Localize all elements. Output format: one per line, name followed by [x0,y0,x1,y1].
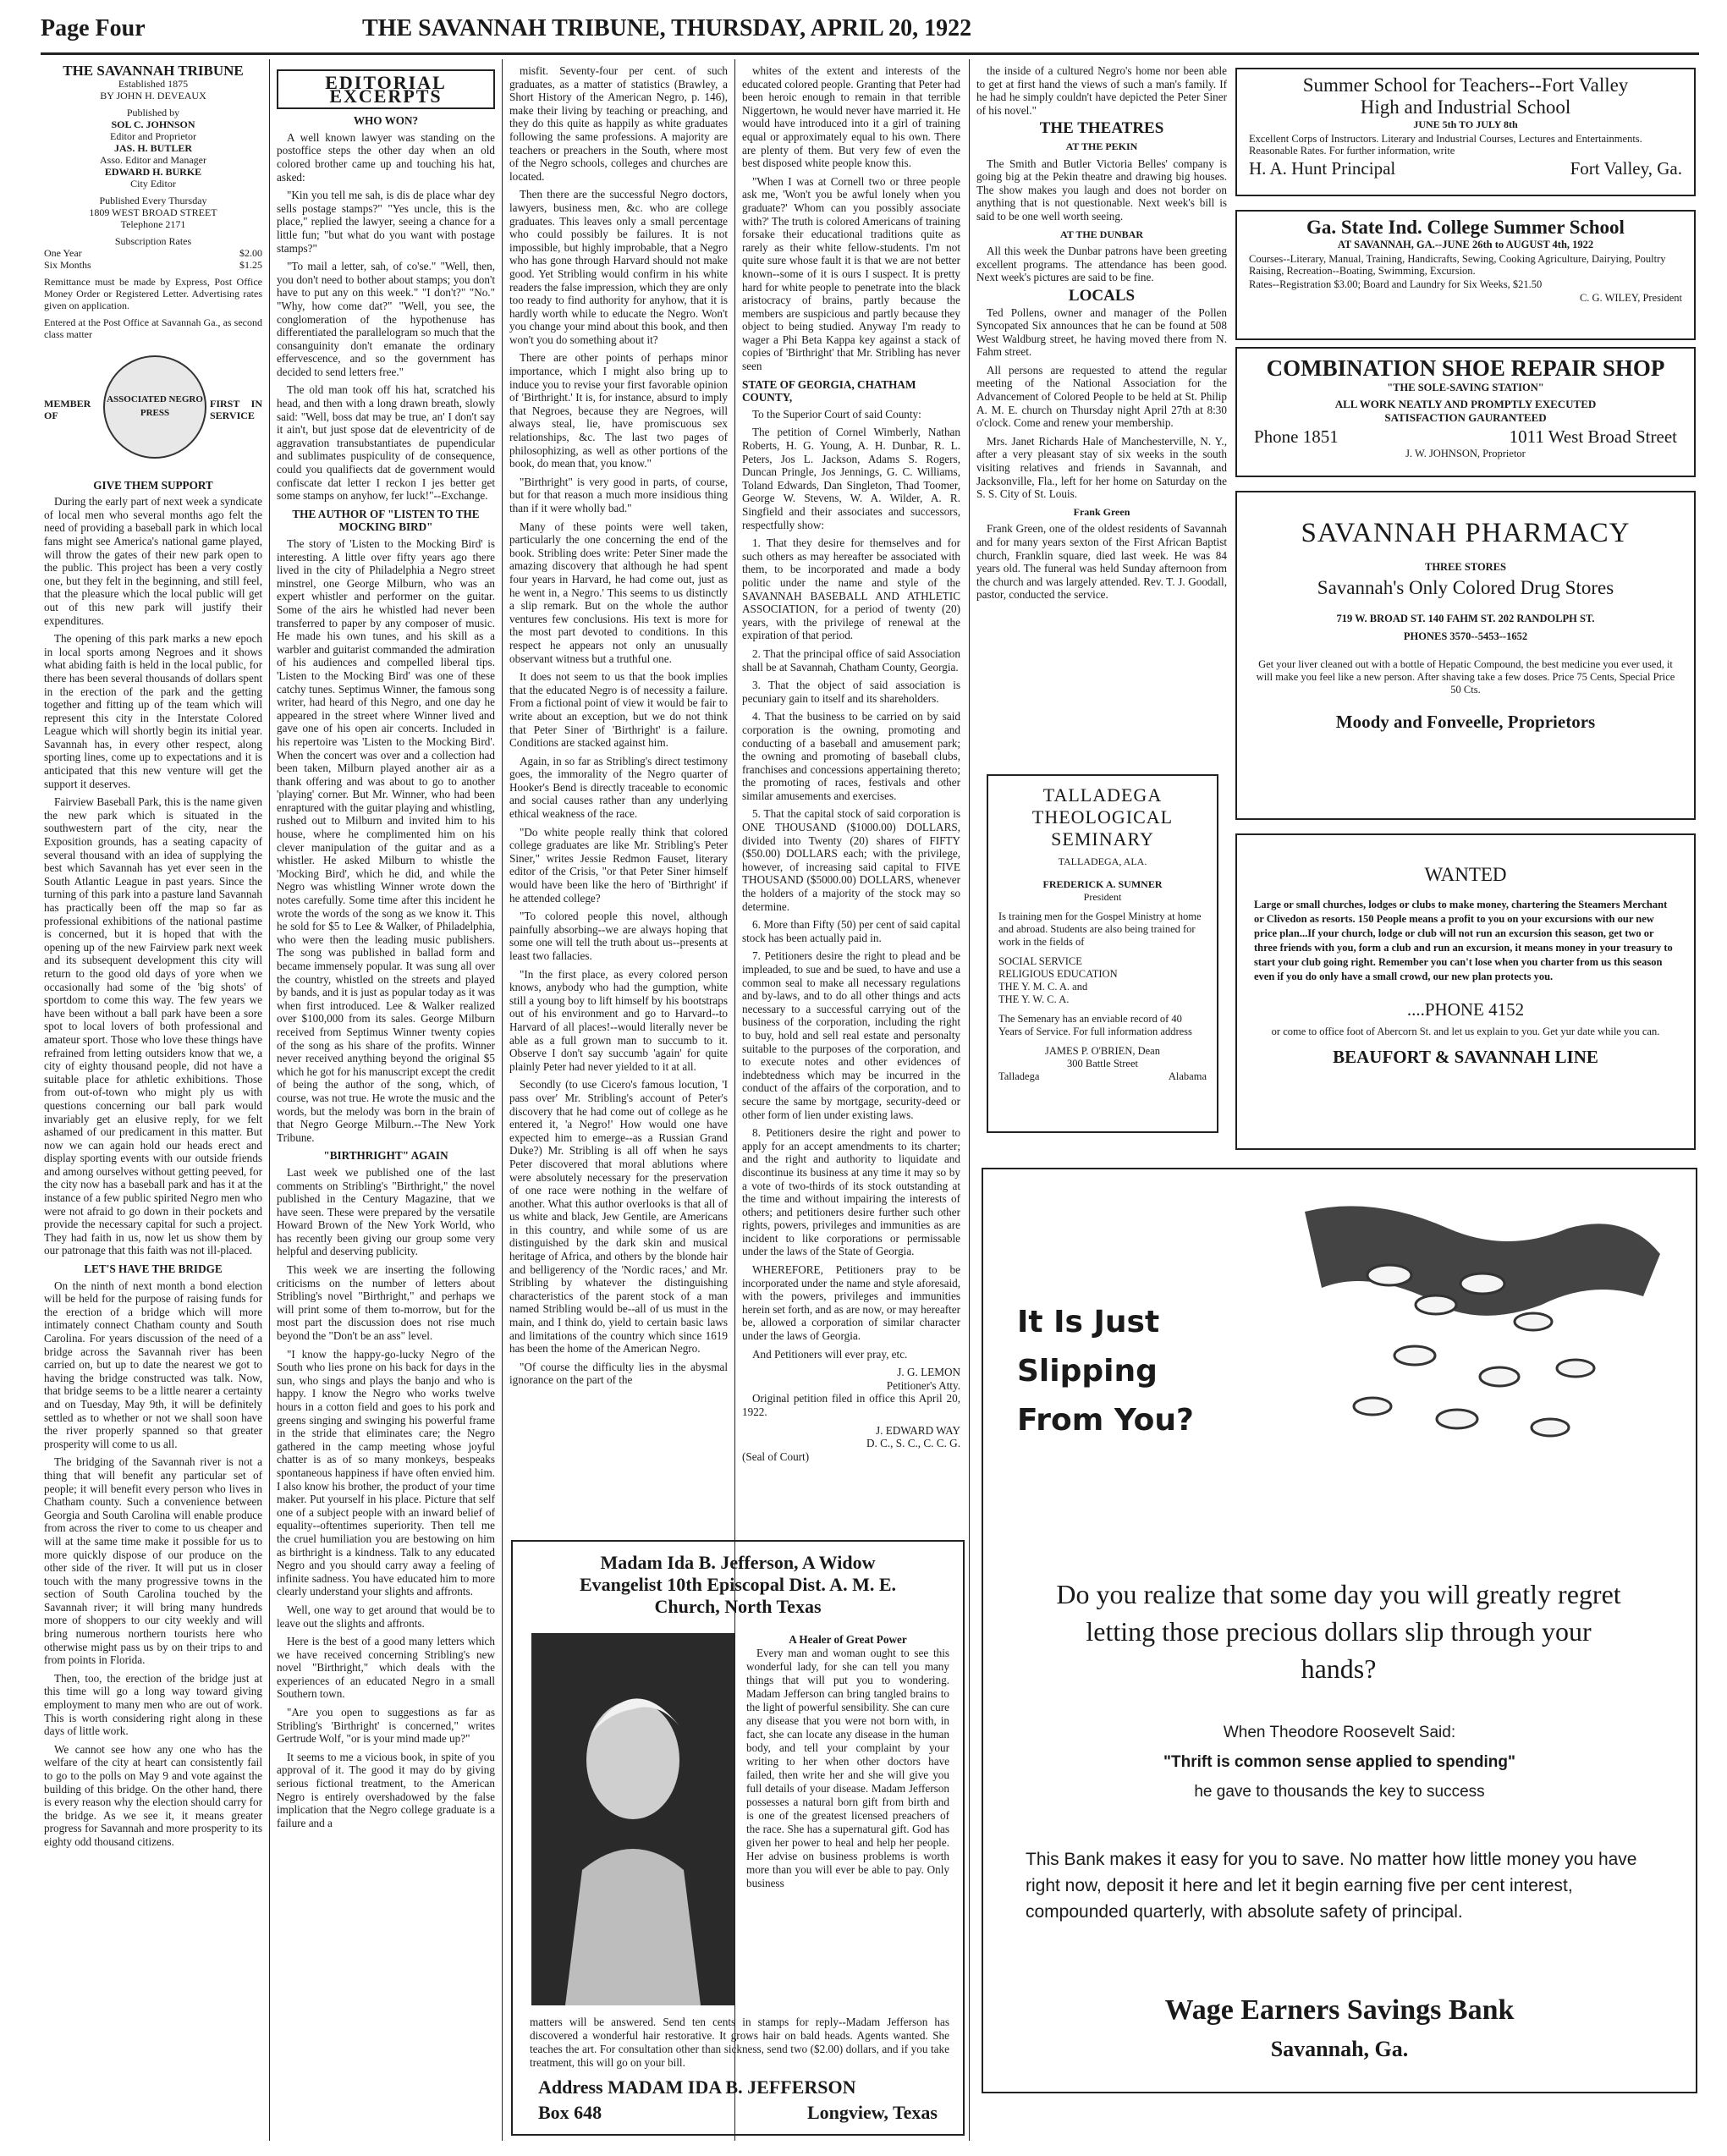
field-item: RELIGIOUS EDUCATION [998,968,1118,980]
paragraph: 8. Petitioners desire the right and power to apply for an accept amendments to its charter; and the right and authority to liquidate and discontinue its business at any time it may so by a vote of two-thirds of its stock outstanding at the time and without impairing the interests of others; and petitioners desire further such other rights, powers, privileges and immunities as are incident to like corporations or permissable under the laws of the State of Georgia. [742,1126,960,1258]
ad-text: SATISFACTION GAURANTEED [1384,411,1547,424]
bank-quote-intro: When Theodore Roosevelt Said: [1223,1724,1456,1741]
paragraph: "To mail a letter, sah, of co'se." "Well, then, you don't need to bother about stamps; you don't have to put any on this week." "I don't?" "No." "Why, how come dat?" "Well, you see, the conglomeration of the hypothenuse has differentiated the parallelogram so much that the consanguinity don't emanate the ordinary effervescence, and so the government has decided to send letters free." [277,260,495,378]
shoe-contact [1254,426,1677,448]
jefferson-address: Address MADAM IDA B. JEFFERSON [538,2076,856,2098]
masthead-rule [41,52,1699,55]
healer-line: A Healer of Great Power [789,1633,907,1646]
address: 1011 West Broad Street [1509,426,1677,447]
state: Alabama [1168,1070,1207,1082]
city-role: City Editor [130,177,176,190]
tribune-telephone: Telephone 2171 [120,217,186,230]
jefferson-box: Box 648 [538,2102,602,2123]
legal-title: STATE OF GEORGIA, CHATHAM COUNTY, [742,377,916,404]
coins-illustration [1288,1195,1677,1449]
article-heading: AT THE DUNBAR [1059,228,1144,240]
ad-text: Courses--Literary, Manual, Training, Handicrafts, Sewing, Cooking Agriculture, Dairying, Poultry Raising, Recreation--Boating, Swimming, Excursion. [1249,253,1666,277]
paragraph: 7. Petitioners desire the right to plead and be impleaded, to sue and be sued, to have and use a common seal to make all necessary regulations and by-laws, and to do all other things and acts necessary to a successful carrying out of the business of the corporation, including the right to buy, hold and sell real estate and personalty suitable to the purposes of the corporation, and to execute notes and other evidences of indebtedness which may be incurred in the conduct of the affairs of the corporation, and to secure the same by mortgage, security-deed or other form of lien under existing laws. [742,949,960,1121]
shoe-repair-ad [1235,347,1696,477]
bank-text: This Bank makes it easy for you to save. No matter how little money you have right now, deposit it here and let it begin earning five per cent interest, compounded quarterly, with absolute safety of principal. [1026,1850,1637,1922]
published-every: Published Every Thursday [99,194,207,206]
seminary-title: THEOLOGICAL [1031,806,1174,828]
paragraph: It seems to me a vicious book, in spite of you approval of it. The good it may do by giving serious fictional treatment, to the American Negro is entirely overshadowed by the false implication that the Negro college graduate is a failure and a [277,1750,495,1829]
ad-title: WANTED [1424,864,1507,885]
ad-stores: THREE STORES [1425,561,1506,573]
ad-title: Madam Ida B. Jefferson, A Widow [600,1552,876,1573]
ad-subtitle: "THE SOLE-SAVING STATION" [1387,382,1544,393]
article-heading: WHO WON? [353,114,419,128]
paragraph: Many of these points were well taken, particularly the one concerning the end of the book. Stribling does write: Peter Siner made the amazing discovery that although he had spent four years in Harvard, he had come out, just as he went in, a Negro.' This seems to us distinctly a slip remark. But on the whole the author ventures few conclusions. His text is more for the most part devoted to conditions. In this respect he appears not only an unusually observant witness but a truthful one. [509,520,728,665]
tribune-founder: BY JOHN H. DEVEAUX [100,89,206,102]
column-2 [277,64,495,2146]
masthead [41,15,1699,47]
paragraph: "When I was at Cornell two or three people ask me, 'Won't you be awful lonely when you graduate?' Whom can you possibly associate with?' The truth is colored Americans of training forsake their educational traditions quite as rarely as their white fellow-students. I'm not quite sure whose fault it is that we are not better known--some of it is ours I suspect. It is pretty hard for white people to penetrate into the black aristocracy of brains, partly because the members are suspicious and partly because they object to being studied. Anyway I'm ready to wager a Phi Beta Kappa key against a stack of copies of 'Birthright' that Mr. Stribling has never seen [742,174,960,373]
article-heading: THE AUTHOR OF "LISTEN TO THE MOCKING BIRD" [292,507,480,534]
paragraph: And Petitioners will ever pray, etc. [752,1347,908,1361]
paragraph: Last week we published one of the last comments on Stribling's "Birthright," the novel published in the Century Magazine, that we have seen. These were prepared by the versatile Howard Brown of the New York World, who has recently been giving our group some very helpful and deserving publicity. [277,1165,495,1258]
court-seal: (Seal of Court) [742,1449,810,1463]
paragraph: "In the first place, as every colored person knows, anybody who had the gumption, white still a young boy to lift himself by his bootstraps out of his environment and go to Harvard--to Harvard of all places!--would literally never be able as a full grown man to succumb to it. Observe I don't say succumb 'again' for quite plainly Peter had never yielded to it at all. [509,967,728,1073]
column-1 [44,64,262,2146]
ad-text: Excellent Corps of Instructors. Literary and Industrial Courses, Lectures and Entertainments. Reasonable Rates. For further information, write [1249,133,1642,157]
pharmacy-ad [1235,491,1696,820]
publisher-role: Editor and Proprietor [110,129,196,142]
paragraph: The petition of Cornel Wimberly, Nathan Roberts, H. G. Young, A. H. Dunbar, R. L. Peters, Jos L. Jackson, Adams S. Rogers, Duncan Pringle, Jos Jennings, G. C. Williams, Toland Edwards, Dan Singleton, Thad Toomer, George W. Stevens, W. A. Wilder, A. R. Singfield and their associates and successors, respectfully show: [742,426,960,531]
bank-name: Wage Earners Savings Bank [1164,1994,1515,2026]
field-item: THE Y. M. C. A. and [998,981,1088,993]
portrait-icon [531,1633,734,2005]
paragraph: 3. That the object of said association is pecuniary gain to itself and its shareholders. [742,679,960,705]
seminary-fields [998,955,1207,1006]
bank-headline [1017,1298,1194,1445]
principal-name: H. A. Hunt Principal [1249,158,1396,179]
ad-signoff [1249,158,1682,179]
paragraph: A well known lawyer was standing on the postoffice steps the other day when an old colored brother came up and touching his hat, asked: [277,130,495,184]
talladega-ad [987,774,1218,1133]
rate-row [44,247,262,259]
ad-title: COMBINATION SHOE REPAIR SHOP [1266,355,1665,381]
rate-value: $1.25 [239,258,262,271]
paragraph: During the early part of next week a syndicate of local men who several months ago felt the need of providing a baseball park in which local fans might see America's national game played, will throw the gates of their new park open to the public. This project has been a very costly one, but they felt in the beginning, and still feel, that the pleasure which the local public will get out of this new park will justify their expenditures. [44,495,262,627]
seminary-place: TALLADEGA, ALA. [1058,855,1147,867]
paragraph: It does not seem to us that the book implies that the educated Negro is of necessity a failure. From a fictional point of view it would be fair to write about an exception, but we do not think that Peter Siner of 'Birthright' is a failure. Conditions are stacked against him. [509,670,728,750]
seminary-title: SEMINARY [1051,828,1154,850]
city: Talladega [998,1070,1040,1082]
published-by: Published by [126,106,180,118]
paragraph: Then there are the successful Negro doctors, lawyers, business men, &c. who are college graduates. This leaves only a small percentage who could possibly be failures. It is not impossible, but highly improbable, that a Negro who has gone through Harvard should not make good. Yet Stribling would confirm in his white readers the false impression, which they are only too ready to find authority for anyhow, that it is hardly worth while to educate the Negro. Won't you change your mind about this book, and then won't you do something about it? [509,188,728,346]
ad-title: Church, North Texas [654,1596,822,1617]
tribune-established: Established 1875 [118,77,189,90]
ad-rates: Rates--Registration $3.00; Board and Laundry for Six Weeks, $21.50 [1249,278,1543,290]
paragraph: "Birthright" is very good in parts, of course, but for that reason a much more insidious thing than if it were wholly bad." [509,475,728,514]
remittance-note: Remittance must be made by Express, Post Office Money Order or Registered Letter. Advertising rates given on application. [44,275,262,311]
logo-member: MEMBER OF [44,397,91,421]
paragraph: "Kin you tell me sah, is dis de place whar dey sells postage stamps?" "Yes uncle, this is the place," replied the lawyer, seeing a chance for a little fun; "but what do you want with postage stamps?" [277,189,495,255]
column-3 [509,64,728,1528]
paragraph: The opening of this park marks a new epoch in local sports among Negroes and it shows what abiding faith is held in the local public, for there has been several thousands of dollars spent in the erection of the park and the getting together and fitting up of the team which will represent this city in the Interstate Colored League which will shortly begin its initial year. Savannah has, in every other respect, along sporting lines, come up to expectations and it is anticipated that this new venture will get the support it deserves. [44,632,262,790]
ad-text: ALL WORK NEATLY AND PROMPTLY EXECUTED [1334,398,1597,410]
paragraph: Well, one way to get around that would be to leave out the slights and affronts. [277,1603,495,1630]
article-heading: AT THE PEKIN [1065,140,1138,152]
field-item: THE Y. W. C. A. [998,993,1070,1005]
paragraph: We cannot see how any one who has the welfare of the city at heart can consistently fail to go to the polls on May 9 and vote against the building of this bridge. On the other hand, there is every reason why the election should carry for the bridge. As we see it, it means greater progress for Savannah and more prosperity to its eighty odd thousand citizens. [44,1742,262,1848]
assoc-editor: JAS. H. BUTLER [113,141,193,154]
seminary-title: TALLADEGA [1042,784,1163,806]
signature-role: D. C., S. C., C. C. G. [866,1437,960,1450]
assoc-role: Asso. Editor and Manager [100,153,206,166]
editorial-heading: LET'S HAVE THE BRIDGE [84,1262,223,1276]
paragraph: 4. That the business to be carried on by said corporation is the owning, promoting and conducting of a baseball and amusement park; the owning and promoting of baseball clubs, franchises and concessions appertaining thereto; the promoting of races, festivals and other similar amusements and exercises. [742,710,960,802]
ad-title: SAVANNAH PHARMACY [1301,518,1631,548]
editorial-heading: GIVE THEM SUPPORT [93,478,213,492]
col-divider [969,59,970,2141]
ad-title: Ga. State Ind. College Summer School [1306,217,1625,238]
paragraph: Fairview Baseball Park, this is the name given the new park which is situated in the southwestern part of the city, near the Exposition grounds, has a seating capacity of several thousand with an idea of supplying the best which Savannah has yet ever seen in the South Atlantic League in past years. Since the turning of this park into a pasture land Savannah has practically been off the map so far as professional exhibitions of the national pastime is concerned, but it is hoped that with the opening up of the new Fairview park next week and its subsequent development this city will return to the good old days of yore when we occasionally had some of the 'big shots' of sportdom to come this way. The few years we have been without a ball park have been a sore spot to local lovers of both professional and amateur sport. Those who love these things have refrained from letting outsiders know that we, a city of eighty thousand people, did not have a suitable place for athletic exhibitions. Those from out-of-town who might ply us with questions concerning our ball park would invariably get an elusive reply, for we felt ashamed of our predicament in this matter. But now we can again hold our heads erect and display sporting events with our outside friends and among ourselves without getting peeved, for the city now has a baseball park and has it at the instance of a few public spirited Negro men who were not afraid to go down in their pockets and provide the necessary capital for such a project. They had faith in us, now let us show them by our patronage that this faith was not ill-placed. [44,795,262,1257]
headline-line: From You? [1017,1403,1194,1438]
paragraph: Frank Green, one of the oldest residents of Savannah and for many years sexton of the First African Baptist church, Franklin square, died last week. He was 84 years old. The funeral was held Sunday afternoon from the church and was largely attended. Rev. T. J. Goodall, pastor, conducted the service. [976,522,1227,602]
article-heading: Frank Green [1073,505,1130,518]
paragraph: The bridging of the Savannah river is not a thing that will benefit any particular set of people; it will benefit every person who lives in Chatham county. Such a convenience between Georgia and South Carolina will enable produce from across the river to come to us cheaper and will at the same time make it possible for us to more quickly dispose of our produce on the other side of the river. It will put us in closer touch with the many progressive towns in the section of South Carolina touched by the Savannah river; it will bring many hundreds more of shoppers to our city weekly and will bring numerous northern tourists here who otherwise might pass us by on their trips to and from points in Florida. [44,1455,262,1667]
paragraph: There are other points of perhaps minor importance, which I might also bring up to induce you to revise your first favorable opinion of 'Birthright.' It is, for instance, absurd to imply that Negroes, because they are Negroes, will always steal, lie, have promiscuous sex relationships, &c. The last two pages of philosophizing, as well as other portions of the book, do mean that, you know." [509,351,728,470]
ga-state-ad [1235,210,1696,340]
ad-subtitle: Savannah's Only Colored Drug Stores [1317,577,1614,598]
paragraph: This week we are inserting the following criticisms on the number of letters about Stribling's novel "Birthright," and perhaps we will print some of them to-morrow, but for the most part the discussion does not rise much beyond the "Don't be an ass" level. [277,1263,495,1343]
bank-ad [982,1168,1697,2093]
paragraph: Ted Pollens, owner and manager of the Pollen Syncopated Six announces that he can be found at 508 West Waldburg street, he having moved there from N. Fahm street. [976,305,1227,359]
ad-phone: ....PHONE 4152 [1406,999,1525,1020]
seminary-location [998,1070,1207,1083]
ad-proprietors: Moody and Fonveelle, Proprietors [1335,712,1596,732]
bank-quote-tail: he gave to thousands the key to success [1194,1783,1485,1801]
col-divider [269,59,270,2141]
paragraph: 5. That the capital stock of said corporation is ONE THOUSAND ($1000.00) DOLLARS, divided into Twenty (20) shares of FIFTY ($50.00) DOLLARS each; with the privilege, however, of increasing said capital to FIVE THOUSAND ($5000.00) DOLLARS, whenever the holders of a majority of the stock may so determine. [742,807,960,913]
field-item: SOCIAL SERVICE [998,955,1082,967]
seminary-dean: JAMES P. O'BRIEN, Dean [1045,1045,1160,1057]
paragraph: Again, in so far as Stribling's direct testimony goes, the immorality of the Negro quarter of Hooker's Bend is directly traceable to economic and social causes rather than any underlying ethical weakness of the race. [509,754,728,821]
paragraph: On the ninth of next month a bond election will be held for the purpose of raising funds for the erection of a bridge which will more intimately connect Chatham county and South Carolina. For years discussion of the need of a bridge across the Savannah river has been carried on, but up to date the nearest we got to having the bridge constructed was talk. Now, that bridge seems to be a little nearer a certainty and on Tuesday, May 9th, it will be definitely settled as to whether or not we shall soon have the river properly spanned so that greater prosperity will come to us all. [44,1279,262,1450]
jefferson-text: Every man and woman ought to see this wonderful lady, for she can tell you many things that will put you to wondering. Madam Jefferson can bring tangled brains to the light of powerful sensibility. She can cure any disease that you were not born with, in fact, she can locate any disease in the human body, and tell your complaint by your writing to her when other doctors have failed, then write her and she will give you full details of your disease. Madam Jefferson possesses a natural born gift from birth and is one of the greatest licensed preachers of the race. She has a supernatural gift. God has given her power to heal and help her people. Her advise on business problems is worth more than you will ever be able to pay. Only business [746,1647,949,1889]
anp-logo-area [44,347,262,474]
ad-office: or come to office foot of Abercorn St. and let us explain to you. Get yur date while you can. [1271,1026,1660,1037]
ad-dates: AT SAVANNAH, GA.--JUNE 26th to AUGUST 4th, 1922 [1337,239,1594,250]
bank-quote: "Thrift is common sense applied to spending" [1163,1753,1515,1771]
seminary-dean-address: 300 Battle Street [1066,1058,1138,1070]
fort-valley-ad [1235,68,1696,196]
ad-text: Get your liver cleaned out with a bottle of Hepatic Compound, the best medicine you ever used, it will make you feel like a new person. After shaving take a few doses. Price 75 Cents, Special Price 50 Cts. [1256,658,1675,696]
paragraph: Secondly (to use Cicero's famous locution, 'I pass over' Mr. Stribling's account of Peter's discovery that he had come out of college as he entered it, 'a Negro!' How would one have expected him to emerge--as a Russian Grand Duke?) Mr. Stribling is all off when he says Peter discovered that moral ablutions where were absolutely necessary for the preservation of one race were nothing in the welfare of another. What this author overlooks is that all of us white and black, Jew Gentile, are Americans in this country, and while some of us are distinguished by the dark skin and musical heritage of Africa, and others by the blonde hair and belligerency of the 'Nordic races,' and Mr. Stribling by whatever the distinguishing characteristics of the parent stock of a man named Stribling would be--all of us must in the main, and I think do, yield to certain basic laws and limitations of the country which since 1619 has been the home of the American Negro. [509,1078,728,1356]
paragraph: The Smith and Butler Victoria Belles' company is going big at the Pekin theatre and drawing big houses. The show makes you laugh and does not border on anything that is not questionable. Next week's bill is said to be one well worth seeing. [976,157,1227,223]
section-heading: EDITORIAL EXCERPTS [277,69,495,109]
col-divider [502,59,503,2141]
rate-label: Six Months [44,258,91,271]
page-number: Page Four [41,15,146,41]
ad-president: C. G. WILEY, President [1579,292,1682,304]
ad-line: BEAUFORT & SAVANNAH LINE [1333,1047,1598,1067]
logo-first: FIRST IN SERVICE [210,397,262,421]
paragraph: All persons are requested to attend the regular meeting of the National Association for the Advancement of Colored People to be held at St. Philip A. M. E. church on Thursday night April 27th at 8:30 o'clock. Come and renew your membership. [976,363,1227,430]
school-place: Fort Valley, Ga. [1570,158,1682,179]
ad-title: High and Industrial School [1360,96,1571,118]
paragraph: To the Superior Court of said County: [752,407,921,421]
paragraph: the inside of a cultured Negro's home nor been able to get at first hand the views of such a man's family. If he had he simply couldn't have depicted the Peter Siner of his novel." [976,64,1227,117]
logo-text: ASSOCIATED NEGRO PRESS [107,394,203,418]
jefferson-text-area [746,1633,949,1890]
rates-title: Subscription Rates [114,234,192,247]
paragraph: misfit. Seventy-four per cent. of such graduates, as a matter of statistics (Brawley, a Short History of the American Negro, p. 146), make their living by teaching or preaching, and they do this quite as happily as white graduates following the same professions. A majority are teachers or preachers in the South, where most of the Negro schools, colleges and churches are located. [509,64,728,183]
ad-addresses: 719 W. BROAD ST. 140 FAHM ST. 202 RANDOLPH ST. [1336,613,1595,624]
bank-city: Savannah, Ga. [1270,2037,1409,2061]
jefferson-text-2: matters will be answered. Send ten cents in stamps for reply--Madam Jefferson has discovered a wonderful hair restorative. It grows hair on bald heads. Agents wanted. She teaches the art. For consultation other than sickness, send two ($2.00) dollars, and if you take treatment, this will go on your bill. [530,2016,949,2069]
seminary-record: The Semenary has an enviable record of 40 Years of Service. For full information address [998,1013,1192,1037]
paragraph: "Do white people really think that colored college graduates are like Mr. Stribling's Peter Siner," writes Jessie Redmon Fauset, literary editor of the Crisis, "or that Peter Siner himself would have been like the hero of 'Birthright' if he attended college? [509,825,728,905]
money-hand-icon [1288,1195,1677,1449]
jefferson-city: Longview, Texas [806,2102,938,2123]
wanted-ad [1235,833,1696,1150]
rate-row [44,259,262,271]
paragraph: "To colored people this novel, although painfully absorbing--we are always hoping that some one will tell the truth about us--presents at least two fallacies. [509,910,728,962]
paragraph: "Are you open to suggestions as far as Stribling's 'Birthright' is concerned," writes Gertrude Wolf, "or is your mind made up?" [277,1706,495,1746]
anp-seal-icon [103,355,206,459]
tribune-address: 1809 WEST BROAD STREET [89,206,217,218]
paragraph: All this week the Dunbar patrons have been greeting excellent programs. The attendance has been good. Next week's pictures are said to be fine. [976,245,1227,284]
section-heading: LOCALS [1068,286,1136,305]
tribune-name: THE SAVANNAH TRIBUNE [63,64,244,79]
seminary-president-role: President [1083,891,1122,903]
rate-value: $2.00 [239,246,262,259]
publisher: SOL C. JOHNSON [111,118,195,130]
entered-note: Entered at the Post Office at Savannah Ga., as second class matter [44,316,262,340]
headline-line: Slipping [1017,1354,1158,1389]
signature: J. G. LEMON [897,1366,960,1379]
article-heading: "BIRTHRIGHT" AGAIN [323,1149,448,1163]
ad-dates: JUNE 5th TO JULY 8th [1413,118,1518,130]
paragraph: The story of 'Listen to the Mocking Bird' is interesting. A little over fifty years ago there lived in the city of Philadelphia a Negro street minstrel, one George Milburn, who was an expert whistler and performer on the guitar. Some of the airs he whistled had never been transferred to paper by any composer of music. He made his own tunes, and his skill as a warbler and guitarist commanded the admiration of his audiences and compelled liberal tips. 'Listen to the Mocking Bird' was one of these catchy tunes. Septimus Winner, the famous song writer, had heard of this Negro, and one day he appeared in the street where Winner lived and gave one of his open air concerts. Included in his repertoire was 'Listen to the Mocking Bird'. When the concert was over and a collection had been taken, Milburn played another air as a thank offering and was about to go to another 'playing' corner. But Mr. Winner, who had been enraptured with the guitar playing and whistling, rushed out to Milburn and invited him to his house, where he complimented him on his clever manipulation of the guitar and as a whistler. He asked Milburn to whistle the 'Mocking Bird', which he did, and while the Negro was whistling Winner wrote down the notes carefully. Some time after this incident he wrote the words of the song as we know it. This he sold for $5 to Lee & Walker, of Philadelphia, who were then the leading music publishers. The song was published in ballad form and became immensely popular. It was sung all over the country, whistled on the streets and played by bands, and it is just as popular today as it was when first introduced. Lee & Walker realized over $100,000 from its sales. George Milburn received from Septimus Winner twenty copies of the song as his share of the profits. Winner never received anything beyond the original $5 which he got for his manuscript except the credit of being the author of the song, which, of course, was not true. He wrote the music and the words, but the melody was born in the brain of that Negro George Milburn.--The New York Tribune. [277,537,495,1144]
paragraph: Mrs. Janet Richards Hale of Manchesterville, N. Y., after a very pleasant stay of six weeks in the south visiting relatives and friends in Savannah, and Jacksonville, Fla., left for her home on Saturday on the S. S. City of St. Louis. [976,434,1227,501]
paragraph: whites of the extent and interests of the educated colored people. Granting that Peter had been heroic enough to remain in that terrible Niggertown, he would never have married it. He would have introduced into it a girl of training equal or approximately equal to his own. There are plenty of them. But very few of even the best disposed white people know this. [742,64,960,170]
phone: Phone 1851 [1254,426,1339,447]
paragraph: Here is the best of a good many letters which we have received concerning Stribling's new novel "Birthright," which deals with the experiences of an educated Negro in a small Southern town. [277,1635,495,1701]
paragraph: The old man took off his hat, scratched his head, and then with a long drawn breath, slowly said: "Well, boss dat may be true, an' I don't say it ain't, but just spose dat de eleventricity of de aggravation transubstantiates de pupendicular and sublimates puspiculity of de consequence, could you qualifiects dat de government would confiscate dat letter I reckon I jes better get some stamps on anyhow, fer luck!"--Exchange. [277,383,495,503]
paragraph: "Of course the difficulty lies in the abysmal ignorance on the part of the [509,1360,728,1387]
paragraph: 2. That the principal office of said Association shall be at Savannah, Chatham County, Georgia. [742,646,960,674]
headline-line: It Is Just [1017,1305,1160,1339]
shoe-proprietor: J. W. JOHNSON, Proprietor [1405,448,1526,459]
paragraph: "I know the happy-go-lucky Negro of the South who lies prone on his back for days in the sun, who sings and plays the banjo and who is happy. I know the Negro who works twelve hours in a cotton field and goes to his pork and greens singing and swinging his powerful frame in the stride that eliminates care; the Negro gathered in the camp meeting whose joyful chatter is as of so many monkeys, bespeaks spontaneous happiness if have often envied him. I also know his brother, the product of your time maker. Put yourself in his place. Picture that self one of a subject people with an inward belief of equality--oftentimes superiority. Then tell me the cruel humiliation you are bestowing on him as birthright is a kindness. Talk to any educated Negro and you should carry away a feeling of infinite sadness. You have educated him to more clearly understand your slights and affronts. [277,1347,495,1598]
jefferson-ad [511,1540,965,2136]
seminary-text: Is training men for the Gospel Ministry at home and abroad. Students are also being trained for work in the fields of [998,910,1202,948]
seminary-president: FREDERICK A. SUMNER [1042,878,1163,890]
rate-label: One Year [44,246,82,259]
signature-role: Petitioner's Atty. [886,1378,960,1392]
portrait-photo [531,1633,734,2005]
signature: J. EDWARD WAY [875,1423,960,1437]
paragraph: 1. That they desire for themselves and for such others as may hereafter be associated with them, to be incorporated and made a body politic under the name and style of the SAVANNAH BASEBALL AND ATHLETIC ASSOCIATION, for a period of twenty (20) years, with the privilege of renewal at the expiration of that period. [742,536,960,642]
ad-text: Large or small churches, lodges or clubs to make money, chartering the Steamers Merchant or Clivedon as resorts. 150 People means a profit to you on your excursions with our new price plan...If your church, lodge or club will not run an excursion this season, get two or three friends with you, form a club and run an excursion, it means money in your treasury to start your club going right. Remember you can't lose when you charter from us this season even if you do only have a small crowd, our new plan protects you. [1254,899,1673,982]
section-heading: THE THEATRES [1039,119,1164,138]
ad-title: Evangelist 10th Episcopal Dist. A. M. E. [579,1574,897,1595]
column-5 [976,64,1227,775]
paragraph: 6. More than Fifty (50) per cent of said capital stock has been actually paid in. [742,918,960,944]
ad-phones: PHONES 3570--5453--1652 [1403,630,1528,642]
paragraph: WHEREFORE, Petitioners pray to be incorporated under the name and style aforesaid, with the powers, privileges and immunities herein set forth, and as are now, or may hereafter be, allowed a corporation of similar character under the laws of Georgia. [742,1263,960,1343]
paragraph: Then, too, the erection of the bridge just at this time will go a long way toward giving employment to many men who are out of work. This is worth considering right along in these days of little work. [44,1671,262,1738]
city-editor: EDWARD H. BURKE [104,165,202,178]
ad-title: Summer School for Teachers--Fort Valley [1302,74,1629,96]
newspaper-title: THE SAVANNAH TRIBUNE, THURSDAY, APRIL 20, 1922 [362,15,972,41]
bank-question: Do you realize that some day you will greatly regret letting those precious dollars slip through your hands? [1056,1579,1621,1684]
paragraph: Original petition filed in office this April 20, 1922. [742,1392,960,1418]
column-4 [742,64,960,1528]
